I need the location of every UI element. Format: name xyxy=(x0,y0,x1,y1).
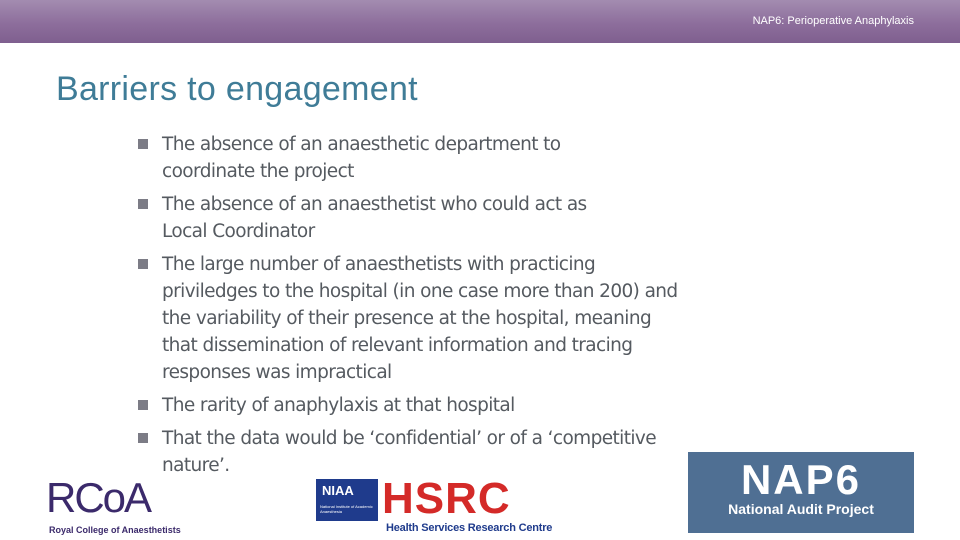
bullet-text: The absence of an anaesthetist who could act as Local Coordinator xyxy=(162,194,587,242)
bullet-item xyxy=(137,392,702,419)
square-bullet-icon xyxy=(138,259,148,269)
rcoa-logo-mark: RCoA xyxy=(46,474,151,521)
bullet-item xyxy=(137,425,722,479)
rcoa-logo-subtitle: Royal College of Anaesthetists xyxy=(49,525,181,535)
bullet-text: The rarity of anaphylaxis at that hospital xyxy=(162,395,515,416)
square-bullet-icon xyxy=(138,139,148,149)
square-bullet-icon xyxy=(138,400,148,410)
bullet-item xyxy=(137,251,682,386)
niaa-logo-mark: NIAA xyxy=(322,483,354,498)
square-bullet-icon xyxy=(138,199,148,209)
hsrc-logo-mark: HSRC xyxy=(382,474,511,523)
niaa-hsrc-logo xyxy=(316,476,570,538)
header-title: NAP6: Perioperative Anaphylaxis xyxy=(752,15,914,27)
bullet-text: The large number of anaesthetists with practicing priviledges to the hospital (in one case more than 200) and the variability of their presence at the hospital, meaning that dissemination of relevant information and tracing responses was impractical xyxy=(162,254,678,383)
nap6-logo-subtitle: National Audit Project xyxy=(728,501,874,517)
niaa-logo xyxy=(316,479,378,521)
bullet-item xyxy=(137,131,642,185)
nap6-logo-mark: NAP6 xyxy=(740,456,862,503)
header-bar xyxy=(0,0,960,43)
hsrc-logo-subtitle: Health Services Research Centre xyxy=(386,522,553,534)
niaa-logo-subtitle: National Institute of Academic Anaesthesia xyxy=(320,504,373,514)
bullet-list xyxy=(137,131,697,485)
slide-title: Barriers to engagement xyxy=(56,70,418,108)
square-bullet-icon xyxy=(138,433,148,443)
bullet-text: The absence of an anaesthetic department to coordinate the project xyxy=(162,134,561,182)
bullet-text: That the data would be ‘confidential’ or of a ‘competitive nature’. xyxy=(162,428,657,476)
nap6-logo xyxy=(688,452,914,533)
bullet-item xyxy=(137,191,632,245)
rcoa-logo xyxy=(46,474,196,540)
